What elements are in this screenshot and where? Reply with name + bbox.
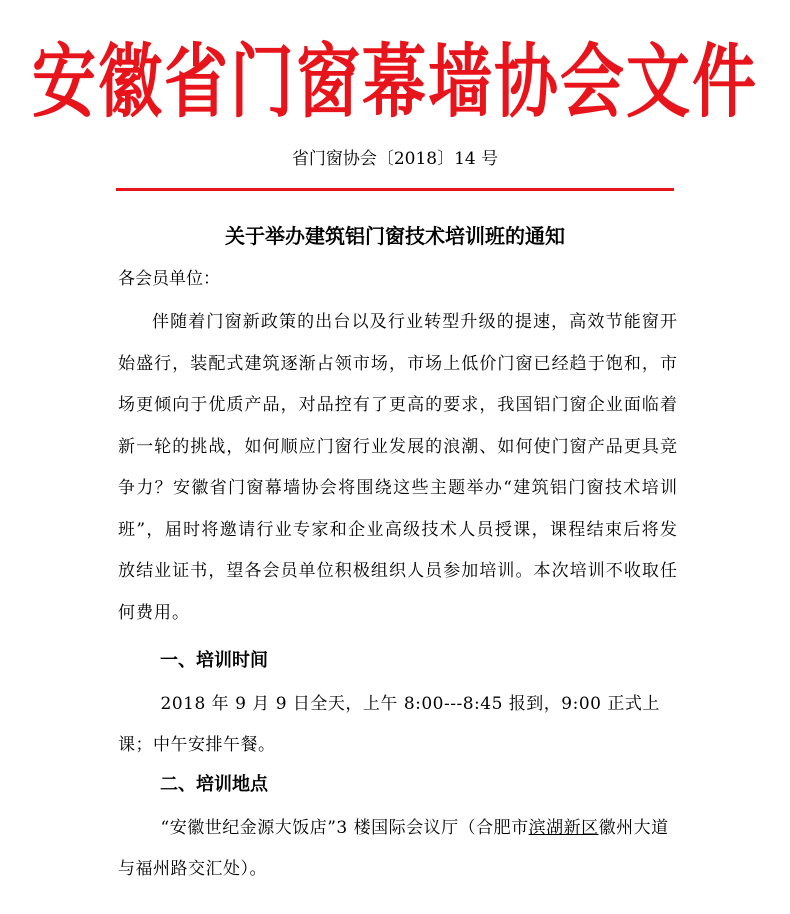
intro-paragraph: 伴随着门窗新政策的出台以及行业转型升级的提速，高效节能窗开始盛行，装配式建筑逐渐占领市场，市场上低价门窗已经趋于饱和，市场更倾向于优质产品，对品控有了更高的要求，我国铝门窗企业面临着新一轮的挑战，如何顺应门窗行业发展的浪潮、如何使门窗产品更具竞争力？安徽省门窗幕墙协会将围绕这些主题举办“建筑铝门窗技术培训班”，届时将邀请行业专家和企业高级技术人员授课，课程结束后将发放结业证书，望各会员单位积极组织人员参加培训。本次培训不收取任何费用。 bbox=[118, 312, 678, 623]
section-heading-location: 二、培训地点 bbox=[160, 774, 268, 795]
notice-title: 关于举办建筑铝门窗技术培训班的通知 bbox=[225, 224, 565, 248]
location-underlined-district: 滨湖新区 bbox=[528, 818, 599, 838]
document-number: 省门窗协会〔2018〕14 号 bbox=[291, 149, 499, 169]
red-divider-line bbox=[116, 188, 674, 191]
section-text-location bbox=[118, 808, 678, 890]
section-text-time: 2018 年 9 月 9 日全天，上午 8:00---8:45 报到，9:00 正式上课；中午安排午餐。 bbox=[118, 694, 660, 755]
salutation: 各会员单位： bbox=[118, 269, 220, 289]
section-heading-time: 一、培训时间 bbox=[160, 650, 268, 671]
location-text-before: “安徽世纪金源大饭店”3 楼国际会议厅（合肥市 bbox=[160, 818, 529, 838]
location-text-after: 徽州大道与福州路交汇处）。 bbox=[118, 818, 669, 879]
document-header-title: 安徽省门窗幕墙协会文件 bbox=[32, 36, 758, 130]
